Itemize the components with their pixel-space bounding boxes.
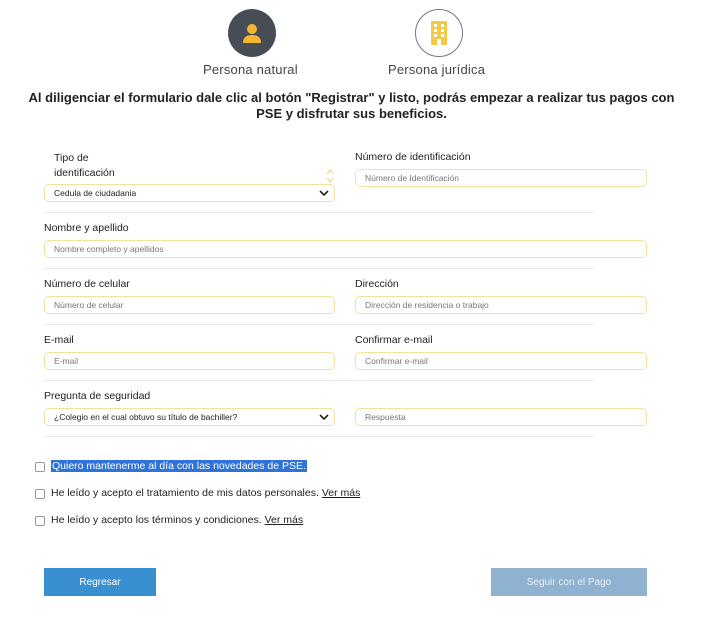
- row-divider: [44, 268, 594, 269]
- continue-payment-button[interactable]: Seguir con el Pago: [491, 568, 647, 596]
- persona-juridica-button[interactable]: [415, 9, 463, 57]
- back-button[interactable]: Regresar: [44, 568, 156, 596]
- full-name-placeholder: Nombre completo y apellidos: [54, 244, 164, 254]
- chevron-down-icon: [319, 188, 329, 198]
- address-label: Dirección: [355, 278, 399, 290]
- security-question-select[interactable]: [44, 408, 335, 426]
- phone-placeholder: Número de celular: [54, 300, 124, 310]
- id-type-select[interactable]: [44, 184, 335, 202]
- row-divider: [44, 324, 594, 325]
- email-label: E-mail: [44, 334, 74, 346]
- id-type-label: Tipo de identificación: [54, 152, 115, 179]
- terms-ver-mas-link[interactable]: Ver más: [264, 514, 304, 526]
- spinner-arrows-icon: [325, 168, 335, 184]
- email-confirm-label: Confirmar e-mail: [355, 334, 433, 346]
- security-question-label: Pregunta de seguridad: [44, 390, 151, 402]
- building-icon: [428, 20, 450, 46]
- security-answer-placeholder: Respuesta: [365, 412, 406, 422]
- address-input[interactable]: [355, 296, 647, 314]
- security-answer-input[interactable]: [355, 408, 647, 426]
- newsletter-checkbox[interactable]: [35, 462, 45, 472]
- row-divider: [44, 436, 594, 437]
- terms-checkbox[interactable]: [35, 516, 45, 526]
- terms-label: [51, 514, 303, 526]
- id-number-input[interactable]: [355, 169, 647, 187]
- newsletter-label-text: Quiero mantenerme al día con las novedades de PSE.: [52, 460, 306, 472]
- persona-natural-label[interactable]: Persona natural: [203, 62, 298, 77]
- email-confirm-placeholder: Confirmar e-mail: [365, 356, 428, 366]
- id-type-value: Cedula de ciudadania: [54, 188, 137, 198]
- address-placeholder: Dirección de residencia o trabajo: [365, 300, 489, 310]
- data-policy-ver-mas-link[interactable]: Ver más: [321, 487, 361, 499]
- data-policy-checkbox[interactable]: [35, 489, 45, 499]
- newsletter-label[interactable]: [51, 460, 307, 472]
- data-policy-label: [51, 487, 360, 499]
- security-question-value: ¿Colegio en el cual obtuvo su título de bachiller?: [54, 412, 238, 422]
- email-placeholder: E-mail: [54, 356, 79, 366]
- data-policy-label-text: He leído y acepto el tratamiento de mis datos personales.: [51, 487, 319, 499]
- user-icon: [240, 21, 264, 45]
- full-name-label: Nombre y apellido: [44, 222, 129, 234]
- intro-text: Al diligenciar el formulario dale clic al botón "Registrar" y listo, podrás empezar a realizar tus pagos con PSE y disfrutar sus beneficios.: [28, 90, 675, 121]
- phone-label: Número de celular: [44, 278, 130, 290]
- persona-juridica-label[interactable]: Persona jurídica: [388, 62, 486, 77]
- id-number-placeholder: Número de Identificación: [365, 173, 460, 183]
- full-name-input[interactable]: [44, 240, 647, 258]
- email-confirm-input[interactable]: [355, 352, 647, 370]
- email-input[interactable]: [44, 352, 335, 370]
- terms-label-text: He leído y acepto los términos y condiciones.: [51, 514, 262, 526]
- row-divider: [44, 380, 594, 381]
- persona-natural-button[interactable]: [228, 9, 276, 57]
- row-divider: [44, 212, 594, 213]
- id-number-label: Número de identificación: [355, 151, 471, 163]
- phone-input[interactable]: [44, 296, 335, 314]
- chevron-down-icon: [319, 412, 329, 422]
